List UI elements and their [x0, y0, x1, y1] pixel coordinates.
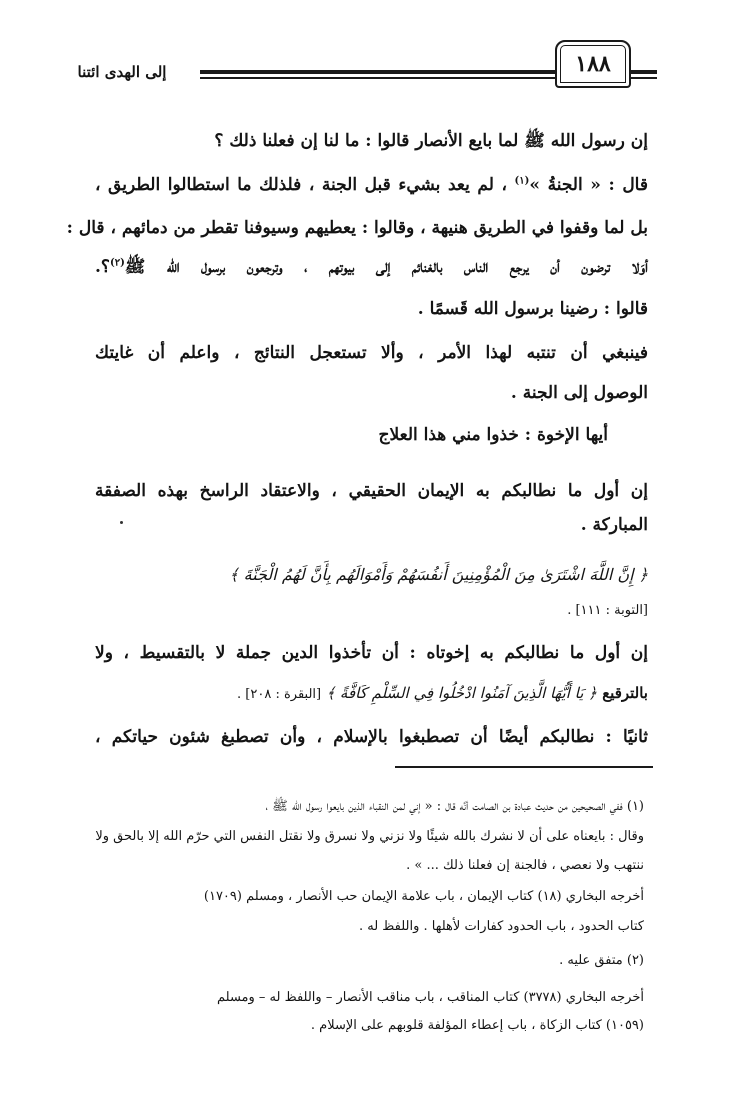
para5-line-2-start: بالترقيع: [602, 684, 648, 702]
para4-line-2: المباركة .: [580, 515, 648, 535]
stray-mark: [120, 521, 123, 524]
footnote-1-line-5: كتاب الحدود ، باب الحدود كفارات لأهلها . واللفظ له .: [358, 919, 644, 934]
footnote-2-line-3: (١٠٥٩) كتاب الزكاة ، باب إعطاء المؤلفة قلوبهم على الإسلام .: [310, 1018, 644, 1033]
footnote-1-line-4: أخرجه البخاري (١٨) كتاب الإيمان ، باب علامة الإيمان حب الأنصار ، ومسلم (١٧٠٩): [203, 889, 644, 904]
para6-line-1: ثانيًا : نطالبكم أيضًا أن تصطبغوا بالإسلام ، وأن تصطبغ شئون حياتكم ،: [95, 727, 648, 747]
running-title: إلى الهدى ائتنا: [77, 63, 167, 81]
body-line-2-rest: ، لم يعد بشيء قبل الجنة ، فلذلك ما استطالوا الطريق ،: [95, 175, 507, 195]
footnote-2-line-2: أخرجه البخاري (٣٧٧٨) كتاب المناقب ، باب مناقب الأنصار – واللفظ له – ومسلم: [217, 990, 644, 1005]
body-line-5: قالوا : رضينا برسول الله قَسمًا .: [417, 299, 648, 319]
quran-verse-2: ﴿ يَا أَيُّهَا الَّذِينَ آمَنُوا ادْخُلُوا فِي السِّلْمِ كَافَّةً ﴾: [326, 684, 597, 702]
body-line-4: [95, 254, 648, 280]
para4-line-1: إن أول ما نطالبكم به الإيمان الحقيقي ، والاعتقاد الراسخ بهذه الصفقة: [95, 481, 648, 501]
para5-line-1: إن أول ما نطالبكم به إخوتاه : أن تأخذوا الدين جملة لا بالتقسيط ، ولا: [95, 643, 648, 663]
body-line-2: [95, 172, 648, 198]
page-number: ١٨٨: [555, 40, 631, 88]
body-line-4-end: ؟.: [95, 257, 110, 277]
body-line-2-start: قال : « الجنةُ »: [529, 175, 648, 195]
quran-verse-1: ﴿ إِنَّ اللَّهَ اشْتَرَىٰ مِنَ الْمُؤْمِنِينَ أَنفُسَهُمْ وَأَمْوَالَهُم بِأَنَّ لَهُمُ الْجَنَّةَ ﴾: [229, 565, 648, 584]
quran-verse-2-ref: [البقرة : ٢٠٨] .: [237, 687, 322, 702]
body-line-1: إن رسول الله ﷺ لما بايع الأنصار قالوا : ما لنا إن فعلنا ذلك ؟: [214, 131, 648, 151]
footnote-1-line-3: ننتهب ولا نعصي ، فالجنة إن فعلنا ذلك ... » .: [406, 858, 644, 873]
footnote-separator: [395, 766, 653, 768]
quran-verse-1-ref: [التوبة : ١١١] .: [567, 603, 648, 618]
para5-line-2: [95, 680, 648, 708]
footnote-1-line-1: (١) ففي الصحيحين من حديث عبادة بن الصامت أنَّه قال : « إني لمن النقباء الذين بايعوا رسول الله ﷺ ،: [265, 799, 644, 814]
footnote-2-line-1: (٢) متفق عليه .: [559, 953, 644, 968]
para2-line-1: فينبغي أن تنتبه لهذا الأمر ، وألا تستعجل النتائج ، واعلم أن غايتك: [95, 343, 648, 363]
body-line-4-text: أوَلا ترضون أن يرجع الناس بالغنائم إلى بيوتهم ، وترجعون برسول الله ﷺ: [124, 257, 648, 277]
para2-line-2: الوصول إلى الجنة .: [510, 383, 648, 403]
para3-heading: أيها الإخوة : خذوا مني هذا العلاج: [378, 425, 608, 445]
body-line-3: بل لما وقفوا في الطريق هنيهة ، وقالوا : يعطيهم وسيوفنا تقطر من دمائهم ، قال :: [66, 218, 648, 238]
footnote-ref-2[interactable]: (٢): [109, 257, 125, 269]
page-header: [52, 40, 657, 88]
footnote-1-line-2: وقال : بايعناه على أن لا نشرك بالله شيئًا ولا نزني ولا نسرق ولا نقتل النفس التي حرّم الله إلا بالحق ولا: [95, 829, 644, 844]
footnote-ref-1[interactable]: (١): [514, 175, 530, 187]
